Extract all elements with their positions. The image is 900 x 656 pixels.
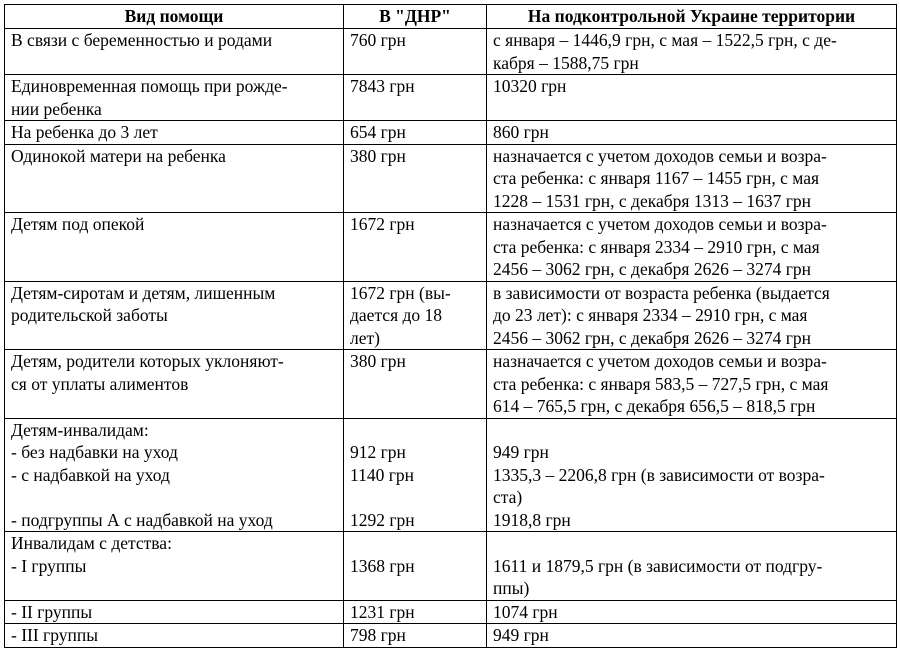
benefit-type-cell <box>5 624 344 648</box>
cell-line: назначается с учетом доходов семьи и возра- <box>493 351 827 371</box>
cell-line: 949 грн <box>493 442 549 462</box>
ukraine-amount-cell <box>487 624 897 648</box>
cell-line: ста ребенка: с января 2334 – 2910 грн, с мая <box>493 236 820 257</box>
cell-line: 798 грн <box>350 625 406 645</box>
cell-line: 1335,3 – 2206,8 грн (в зависимости от возра- <box>493 464 825 485</box>
cell-line: - I группы <box>11 555 87 576</box>
cell-line: с января – 1446,9 грн, с мая – 1522,5 грн, с де- <box>493 30 837 50</box>
table-row <box>5 281 897 350</box>
benefit-type-cell <box>5 29 344 75</box>
cell-line <box>350 486 480 509</box>
cell-line: - подгруппы А с надбавкой на уход <box>11 509 273 530</box>
cell-line: назначается с учетом доходов семьи и возра- <box>493 214 827 234</box>
header-dnr: В "ДНР" <box>344 5 487 29</box>
cell-line: На ребенка до 3 лет <box>11 122 158 142</box>
ukraine-amount-cell <box>487 600 897 624</box>
benefit-type-cell <box>5 75 344 121</box>
cell-line: 7843 грн <box>350 76 415 96</box>
ukraine-amount-cell <box>487 121 897 145</box>
benefit-type-cell <box>5 213 344 282</box>
ukraine-amount-cell <box>487 532 897 601</box>
dnr-amount-cell <box>344 29 487 75</box>
cell-line: 1368 грн <box>350 555 415 576</box>
table-row <box>5 29 897 75</box>
cell-line <box>350 532 480 555</box>
ukraine-amount-cell <box>487 281 897 350</box>
table-row <box>5 75 897 121</box>
cell-line: ппы) <box>493 578 530 598</box>
cell-line: - без надбавки на уход <box>11 442 178 462</box>
cell-line: 1672 грн <box>350 214 415 234</box>
header-benefit-type: Вид помощи <box>5 5 344 29</box>
table-row <box>5 600 897 624</box>
benefit-type-cell <box>5 532 344 601</box>
cell-line: 1074 грн <box>493 601 558 622</box>
cell-line: 2456 – 3062 грн, с декабря 2626 – 3274 грн <box>493 259 811 279</box>
cell-line <box>11 486 337 509</box>
dnr-amount-cell <box>344 213 487 282</box>
cell-line: 1140 грн <box>350 464 415 485</box>
dnr-amount-cell <box>344 350 487 419</box>
cell-line: Инвалидам с детства: <box>11 533 172 553</box>
cell-line: - с надбавкой на уход <box>11 464 170 485</box>
ukraine-amount-cell <box>487 29 897 75</box>
cell-line: 614 – 765,5 грн, с декабря 656,5 – 818,5 грн <box>493 396 816 416</box>
dnr-amount-cell <box>344 418 487 532</box>
ukraine-amount-cell <box>487 144 897 213</box>
dnr-amount-cell <box>344 75 487 121</box>
table-row <box>5 350 897 419</box>
cell-line: 949 грн <box>493 625 549 645</box>
cell-line: родительской заботы <box>11 305 168 325</box>
cell-line: 860 грн <box>493 122 549 142</box>
dnr-amount-cell <box>344 624 487 648</box>
cell-line: 1611 и 1879,5 грн (в зависимости от подгру- <box>493 555 823 576</box>
dnr-amount-cell <box>344 144 487 213</box>
cell-line: ся от уплаты алиментов <box>11 373 189 394</box>
table-row <box>5 624 897 648</box>
cell-line: - II группы <box>11 601 93 622</box>
benefit-type-cell <box>5 121 344 145</box>
cell-line: кабря – 1588,75 грн <box>493 52 639 73</box>
table-row <box>5 144 897 213</box>
cell-line: до 23 лет): с января 2334 – 2910 грн, с мая <box>493 305 808 325</box>
cell-line: дается до 18 <box>350 305 443 325</box>
cell-line <box>350 419 480 442</box>
table-row <box>5 532 897 601</box>
benefit-type-cell <box>5 418 344 532</box>
cell-line: Одинокой матери на ребенка <box>11 145 226 166</box>
cell-line: 1672 грн (вы- <box>350 282 451 303</box>
cell-line: 760 грн <box>350 30 406 50</box>
table-row <box>5 213 897 282</box>
cell-line: ста ребенка: с января 1167 – 1455 грн, с мая <box>493 168 820 188</box>
benefit-type-cell <box>5 144 344 213</box>
cell-line: В связи с беременностью и родами <box>11 30 273 50</box>
cell-line: Детям, родители которых уклоняют- <box>11 351 284 371</box>
cell-line: Детям-инвалидам: <box>11 419 149 440</box>
ukraine-amount-cell <box>487 213 897 282</box>
header-ukraine: На подконтрольной Украине территории <box>487 5 897 29</box>
header-row <box>5 5 897 29</box>
benefit-type-cell <box>5 281 344 350</box>
dnr-amount-cell <box>344 600 487 624</box>
cell-line: - III группы <box>11 625 98 645</box>
cell-line: Детям под опекой <box>11 214 145 234</box>
cell-line: в зависимости от возраста ребенка (выдается <box>493 282 830 303</box>
dnr-amount-cell <box>344 532 487 601</box>
cell-line: 1292 грн <box>350 509 415 530</box>
benefit-type-cell <box>5 600 344 624</box>
cell-line: 1231 грн <box>350 601 415 622</box>
table-row <box>5 418 897 532</box>
benefit-type-cell <box>5 350 344 419</box>
ukraine-amount-cell <box>487 418 897 532</box>
cell-line: Детям-сиротам и детям, лишенным <box>11 282 276 303</box>
dnr-amount-cell <box>344 281 487 350</box>
cell-line: 1918,8 грн <box>493 509 571 530</box>
cell-line: 1228 – 1531 грн, с декабря 1313 – 1637 грн <box>493 190 811 211</box>
dnr-amount-cell <box>344 121 487 145</box>
cell-line: 380 грн <box>350 145 406 166</box>
cell-line: ста ребенка: с января 583,5 – 727,5 грн, с мая <box>493 373 829 394</box>
cell-line: 380 грн <box>350 351 406 371</box>
cell-line: ста) <box>493 487 523 507</box>
cell-line: лет) <box>350 327 380 348</box>
cell-line: нии ребенка <box>11 98 102 119</box>
table-row <box>5 121 897 145</box>
cell-line <box>493 532 890 555</box>
cell-line: назначается с учетом доходов семьи и возра- <box>493 145 827 166</box>
cell-line: 10320 грн <box>493 76 567 96</box>
benefits-table <box>4 4 897 648</box>
cell-line: 654 грн <box>350 122 406 142</box>
ukraine-amount-cell <box>487 75 897 121</box>
cell-line: 912 грн <box>350 442 406 462</box>
cell-line <box>493 419 890 442</box>
ukraine-amount-cell <box>487 350 897 419</box>
cell-line: Единовременная помощь при рожде- <box>11 76 288 96</box>
cell-line: 2456 – 3062 грн, с декабря 2626 – 3274 грн <box>493 327 811 348</box>
